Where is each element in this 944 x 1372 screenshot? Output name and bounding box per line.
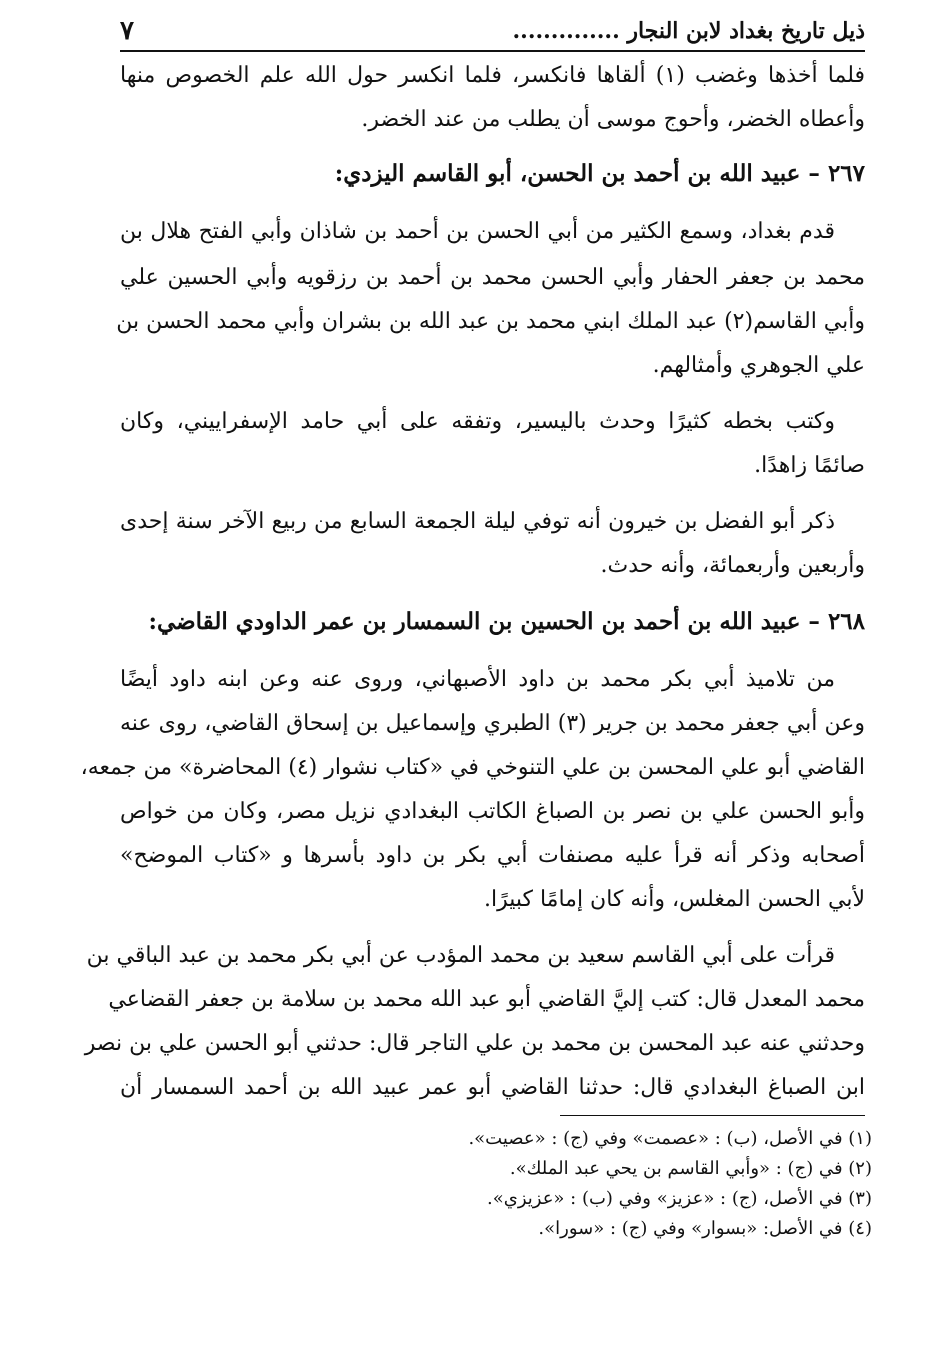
- text-line: وأبي القاسم(٢) عبد الملك ابني محمد بن عبد الله بن بشران وأبي محمد الحسن بن: [116, 309, 865, 334]
- footnote-separator: [560, 1115, 865, 1116]
- text-line: وكتب بخطه كثيرًا وحدث باليسير، وتفقه على أبي حامد الإسفراييني، وكان: [120, 409, 835, 434]
- text-line: وحدثني عنه عبد المحسن بن محمد بن علي التاجر قال: حدثني أبو الحسن علي بن نصر: [84, 1031, 865, 1056]
- text-line: قدم بغداد، وسمع الكثير من أبي الحسن بن أحمد بن شاذان وأبي الفتح هلال بن: [120, 219, 835, 244]
- text-line: محمد بن جعفر الحفار وأبي الحسن محمد بن أحمد بن رزقويه وأبي الحسين علي: [120, 265, 865, 290]
- footnote-2: (٢) في (ج) : «وأبي القاسم بن يحي عبد الملك».: [509, 1158, 872, 1179]
- footnote-4: (٤) في الأصل: «بسوار» وفي (ج) : «سورا».: [538, 1218, 872, 1239]
- text-line: وأعطاه الخضر، وأحوج موسى أن يطلب من عند الخضر.: [361, 107, 865, 132]
- text-line: ابن الصباغ البغدادي قال: حدثنا القاضي أبو عمر عبيد الله بن أحمد السمسار أن: [120, 1075, 865, 1100]
- text-line: ذكر أبو الفضل بن خيرون أنه توفي ليلة الجمعة السابع من ربيع الآخر سنة إحدى: [120, 509, 835, 534]
- text-line: أصحابه وذكر أنه قرأ عليه مصنفات أبي بكر بن داود بأسرها و «كتاب الموضح»: [120, 843, 865, 868]
- text-line: قرأت على أبي القاسم سعيد بن محمد المؤدب عن أبي بكر محمد بن عبد الباقي بن: [86, 943, 835, 968]
- text-line: علي الجوهري وأمثالهم.: [652, 353, 865, 378]
- footnote-1: (١) في الأصل، (ب) : «عصمت» وفي (ج) : «عصيت».: [468, 1128, 872, 1149]
- text-line: فلما أخذها وغضب (١) ألقاها فانكسر، فلما انكسر حول الله علم الخصوص منها: [120, 63, 865, 88]
- book-title: ذيل تاريخ بغداد لابن النجار ..............: [512, 18, 865, 44]
- text-line: وأبو الحسن علي بن نصر بن الصباغ الكاتب البغدادي نزيل مصر، وكان من خواص: [120, 799, 865, 824]
- text-line: وعن أبي جعفر محمد بن جرير (٣) الطبري وإسماعيل بن إسحاق القاضي، روى عنه: [120, 711, 865, 736]
- text-line: من تلاميذ أبي بكر محمد بن داود الأصبهاني، وروى عنه وعن ابنه داود أيضًا: [120, 667, 835, 692]
- text-line: محمد المعدل قال: كتب إليَّ القاضي أبو عبد الله محمد بن سلامة بن جعفر القضاعي: [108, 987, 865, 1012]
- text-line: القاضي أبو علي المحسن بن علي التنوخي في «كتاب نشوار (٤) المحاضرة» من جمعه،: [80, 755, 865, 780]
- running-header: [120, 12, 865, 52]
- entry-heading-268: ٢٦٨ – عبيد الله بن أحمد بن الحسين بن السمسار بن عمر الداودي القاضي:: [148, 608, 865, 635]
- entry-heading-267: ٢٦٧ – عبيد الله بن أحمد بن الحسن، أبو القاسم اليزدي:: [334, 160, 865, 187]
- text-line: وأربعين وأربعمائة، وأنه حدث.: [600, 553, 865, 578]
- text-line: لأبي الحسن المغلس، وأنه كان إمامًا كبيرًا.: [483, 887, 865, 912]
- text-line: صائمًا زاهدًا.: [754, 453, 865, 478]
- page-number: ٧: [120, 16, 134, 46]
- footnote-3: (٣) في الأصل، (ج) : «عزيز» وفي (ب) : «عزيزي».: [487, 1188, 872, 1209]
